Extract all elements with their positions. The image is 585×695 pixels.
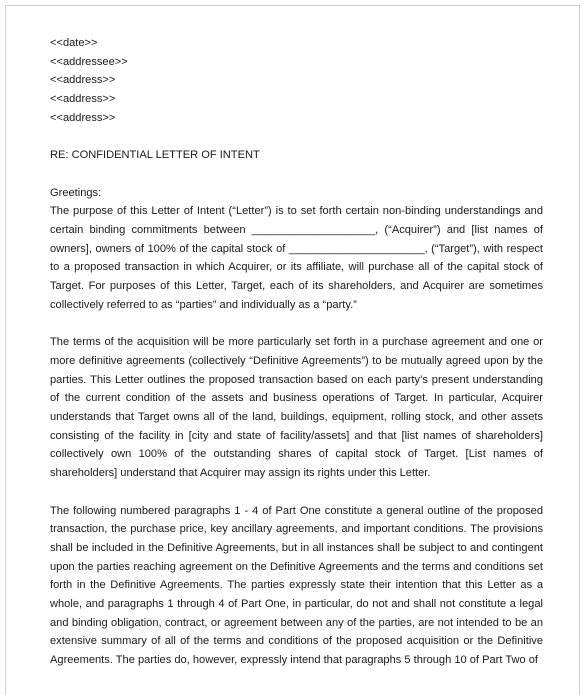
address-placeholder-3: <<address>>: [50, 111, 116, 124]
date-placeholder: <<date>>: [50, 37, 98, 49]
paragraph-terms: The terms of the acquisition will be more particularly set forth in a purchase agreement and one or more definitive agreements (collectively “Definitive Agreements”) to be mutually agreed upon by the parties. This Letter outlines the proposed transaction based on each party’s present understanding of the current condition of the assets and business operations of Target. In particular, Acquirer understands that Target owns all of the land, buildings, equipment, rolling stock, and other assets consisting of the facility in [city and state of facility/assets] and that [list names of shareholders] collectively own 100% of the outstanding shares of capital stock of Target. [List names of shareholders] understand that Acquirer may assign its rights under this Letter.: [50, 336, 543, 480]
greeting: Greetings:: [50, 186, 102, 199]
address-placeholder-2: <<address>>: [50, 93, 116, 106]
paragraph-purpose: The purpose of this Letter of Intent (“Letter”) is to set forth certain non-binding understandings and certain binding commitments between ____________________, (“Acquirer”) and [list names of owners], owners of 100% of the capital stock of ______________________, (“Target”), with respect to a proposed transaction in which Acquirer, or its affiliate, will purchase all of the capital stock of Target. For purposes of this Letter, Target, each of its shareholders, and Acquirer are sometimes collectively referred to as “parties” and individually as a “party.”: [50, 205, 543, 311]
addressee-placeholder: <<addressee>>: [50, 55, 128, 68]
paragraph-outline: The following numbered paragraphs 1 - 4 of Part One constitute a general outline of the proposed transaction, the purchase price, key ancillary agreements, and important conditions. The provisions shall be included in the Definitive Agreements, but in all instances shall be subject to and contingent upon the parties reaching agreement on the Definitive Agreements and the terms and conditions set forth in the Definitive Agreements. The parties expressly state their intention that this Letter as a whole, and paragraphs 1 through 4 of Part One, in particular, do not and shall not constitute a legal and binding obligation, contract, or agreement between any of the parties, are not intended to be an extensive summary of all of the terms and conditions of the proposed acquisition or the Definitive Agreements. The parties do, however, expressly intend that paragraphs 5 through 10 of Part Two of: [50, 504, 543, 667]
letter-body: [50, 34, 543, 670]
address-placeholder-1: <<address>>: [50, 74, 116, 87]
subject-line: RE: CONFIDENTIAL LETTER OF INTENT: [50, 149, 260, 162]
document-page: [5, 5, 580, 695]
